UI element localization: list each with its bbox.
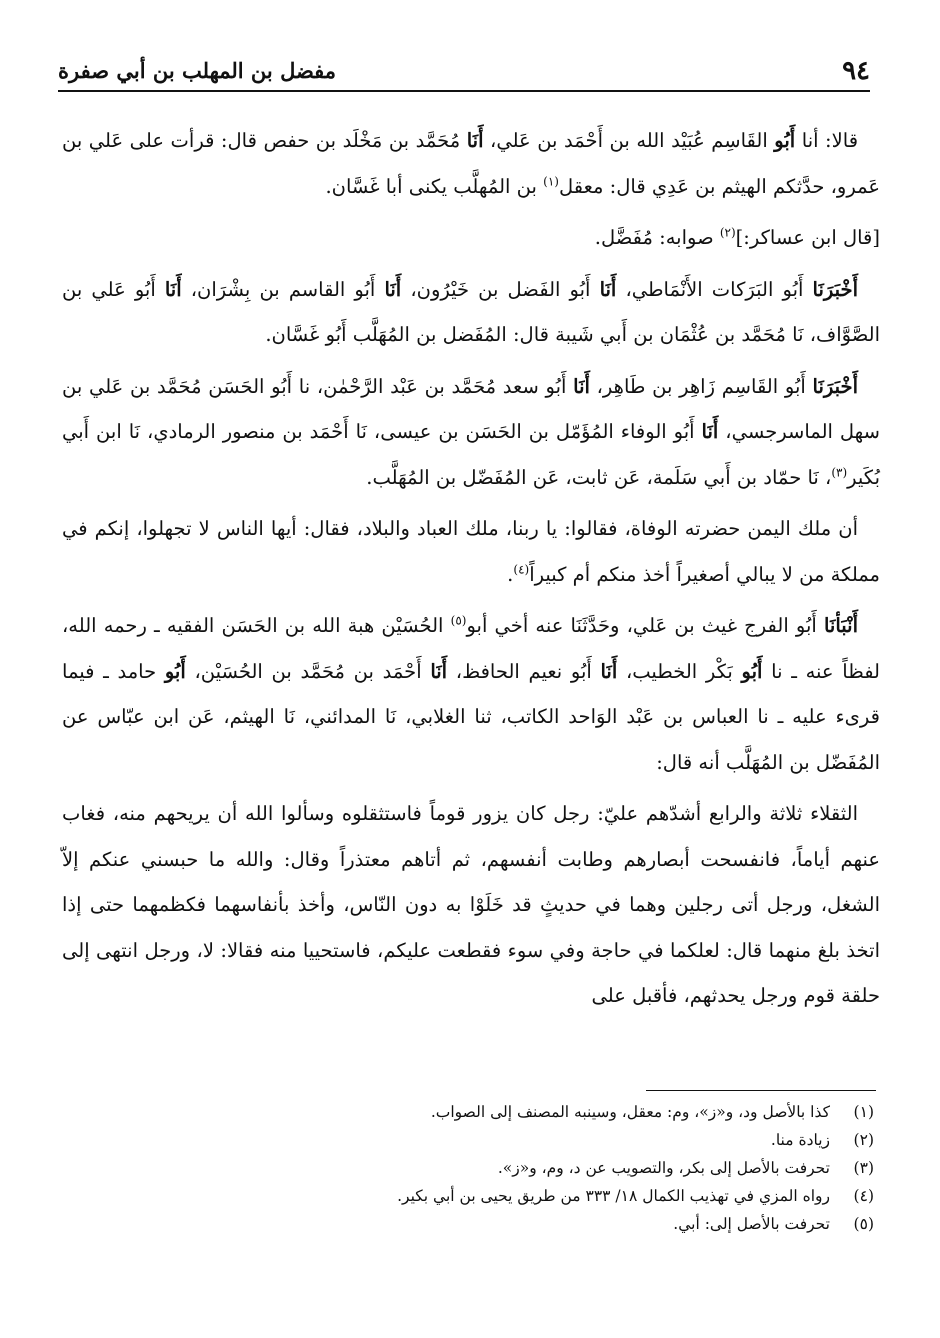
transmission-keyword: أَخْبَرَنَا xyxy=(812,374,858,398)
text-segment: بَكْر الخطيب، xyxy=(617,659,742,683)
transmission-keyword: أَبُو xyxy=(774,129,796,152)
footnote-number: (٣) xyxy=(853,1159,874,1177)
text-segment: أَبُو الوفاء المُؤَمّل بن الحَسَن بن عيسى، نَا أَحْمَد بن منصور الرمادي، نَا ابن أَبي بُكَير xyxy=(62,420,880,489)
transmission-keyword: أَنَا xyxy=(701,420,719,443)
text-segment: أَبُو الفَضل بن خَيْرُون، xyxy=(401,277,600,301)
running-title: مفضل بن المهلب بن أبي صفرة xyxy=(58,58,337,83)
footnote-marker: (٣) xyxy=(831,465,848,479)
text-segment: ، نَا حمّاد بن أَبي سَلَمة، عَن ثابت، عَن المُفَضّل بن المُهَلَّب. xyxy=(366,465,832,489)
footnote-text: رواه المزي في تهذيب الكمال ١٨/ ٣٣٣ من طريق يحيى بن أبي بكير. xyxy=(397,1187,830,1205)
footnote-text: كذا بالأصل ود، و«ز»، وم: معقل، وسينبه المصنف إلى الصواب. xyxy=(430,1103,830,1121)
transmission-keyword: أَنَا xyxy=(164,277,182,301)
footnote xyxy=(62,1154,874,1182)
footnote xyxy=(62,1126,874,1154)
footnote-text: زيادة منا. xyxy=(770,1131,830,1149)
text-segment: أن ملك اليمن حضرته الوفاة، فقالوا: يا ربنا، ملك العباد والبلاد، فقال: أيها الناس لا تجهلوا، إنكم في مملكة من لا يبالي أصغيراً أخذ منكم أم كبيراً xyxy=(62,517,880,586)
text-segment: أَبُو البَرَكات الأَنْمَاطي، xyxy=(616,277,813,301)
page-number: ٩٤ xyxy=(842,56,870,86)
text-segment: أَبُو سعد مُحَمَّد بن عَبْد الرَّحْمٰن، نا أَبُو الحَسَن مُحَمَّد بن عَلي بن سهل الماسرجسي، xyxy=(62,374,880,443)
text-segment: القَاسِم عُبَيْد الله بن أَحْمَد بن عَلي، xyxy=(483,129,775,152)
footnote xyxy=(62,1182,874,1210)
paragraph xyxy=(62,215,880,261)
transmission-keyword: أَنْبَأنَا xyxy=(823,614,858,637)
text-segment: حامد ـ فيما قرىء عليه ـ نا العباس بن عَبْد الوَاحد الكاتب، ثنا الغلابي، نَا المدائني، نَا الهيثم، عَن ابن عبّاس عن المُفَضّل بن المُهَلَّب أنه قال: xyxy=(62,659,880,774)
paragraph xyxy=(62,364,880,501)
transmission-keyword: أَنَا xyxy=(466,129,484,152)
footnote-marker: (٤) xyxy=(513,562,530,576)
footnote-number: (١) xyxy=(853,1103,874,1121)
footnote xyxy=(62,1210,874,1238)
text-segment: أَبُو عَلي بن الصَّوَّاف، نَا مُحَمَّد بن عُثْمَان بن أَبي شَيبة قال: المُفَضل بن المُهَلَّب أَبُو غَسَّان. xyxy=(62,277,880,346)
transmission-keyword: أَنَا xyxy=(600,659,618,683)
text-segment: أَحْمَد بن مُحَمَّد بن الحُسَيْن، xyxy=(185,659,431,683)
paragraph xyxy=(62,791,880,1019)
transmission-keyword: أَخْبَرَنَا xyxy=(812,277,858,301)
text-segment: أَبُو القَاسِم زَاهِر بن طَاهِر، xyxy=(589,374,813,398)
paragraph xyxy=(62,603,880,785)
transmission-keyword: أَنَا xyxy=(573,374,590,398)
main-text xyxy=(62,118,880,1025)
footnote-text: تحرفت بالأصل إلى بكر، والتصويب عن د، وم، و«ز». xyxy=(497,1159,830,1177)
text-segment: قالا: أنا xyxy=(795,129,859,152)
footnote-text: تحرفت بالأصل إلى: أبي. xyxy=(673,1215,830,1233)
transmission-keyword: أَنَا xyxy=(430,659,448,683)
footnote-number: (٢) xyxy=(853,1131,874,1149)
text-segment: الحُسَيْن هبة الله بن الحَسَن الفقيه ـ رحمه الله، لفظاً عنه ـ نا xyxy=(62,614,880,683)
footnote-number: (٥) xyxy=(853,1215,874,1233)
footnote-number: (٤) xyxy=(853,1187,874,1205)
text-segment: [قال ابن عساكر:] xyxy=(735,226,880,249)
text-segment: مُحَمَّد بن مَخْلَد بن حفص قال: قرأت على عَلي بن عَمرو، حدَّثكم الهيثم بن عَدِي قال: معقل xyxy=(62,129,880,198)
footnote xyxy=(62,1098,874,1126)
text-segment: الثقلاء ثلاثة والرابع أشدّهم عليّ: رجل كان يزور قوماً فاستثقلوه وسألوا الله أن يريحهم منه، فغاب عنهم أياماً، فانفسحت أبصارهم وطابت أنفسهم، ثم أتاهم معتذراً وقال: والله ما حبسني عنكم إلاّ الشغل، ورجل أتى رجلين وهما في حديثٍ قد خَلَوْا به دون النّاس، وأخذ بأنفاسهما فكظمهما حتى إذا اتخذ بلغ منهما قال: لعلكما في حاجة وفي سوء فقطعت عليكم، فاستحييا منه فقالا: لا، ورجل انتهى إلى حلقة قوم ورجل يحدثهم، فأقبل على xyxy=(62,802,880,1007)
footnote-marker: (٥) xyxy=(450,613,467,628)
footnote-divider xyxy=(646,1090,876,1091)
transmission-keyword: أَبُو xyxy=(741,659,763,683)
text-segment: أَبُو نعيم الحافظ، xyxy=(447,659,601,683)
footnote-marker: (٢) xyxy=(719,225,736,240)
text-segment: . xyxy=(507,562,514,586)
transmission-keyword: أَنَا xyxy=(599,277,617,301)
paragraph xyxy=(62,267,880,358)
paragraph xyxy=(62,118,880,209)
page-header xyxy=(58,54,870,92)
footnotes xyxy=(62,1098,874,1238)
footnote-marker: (١) xyxy=(543,174,559,188)
text-segment: أَبُو الفرج غيث بن عَلي، وحَدَّثَنَا عنه أخي أبو xyxy=(466,614,824,637)
transmission-keyword: أَبُو xyxy=(164,659,186,683)
text-segment: أَبُو القاسم بن بِشْرَان، xyxy=(181,277,385,301)
transmission-keyword: أَنَا xyxy=(384,277,402,301)
text-segment: بن المُهلَّب يكنى أبا غَسَّان. xyxy=(325,174,544,198)
paragraph xyxy=(62,506,880,597)
text-segment: صوابه: مُفَضَّل. xyxy=(594,226,720,249)
